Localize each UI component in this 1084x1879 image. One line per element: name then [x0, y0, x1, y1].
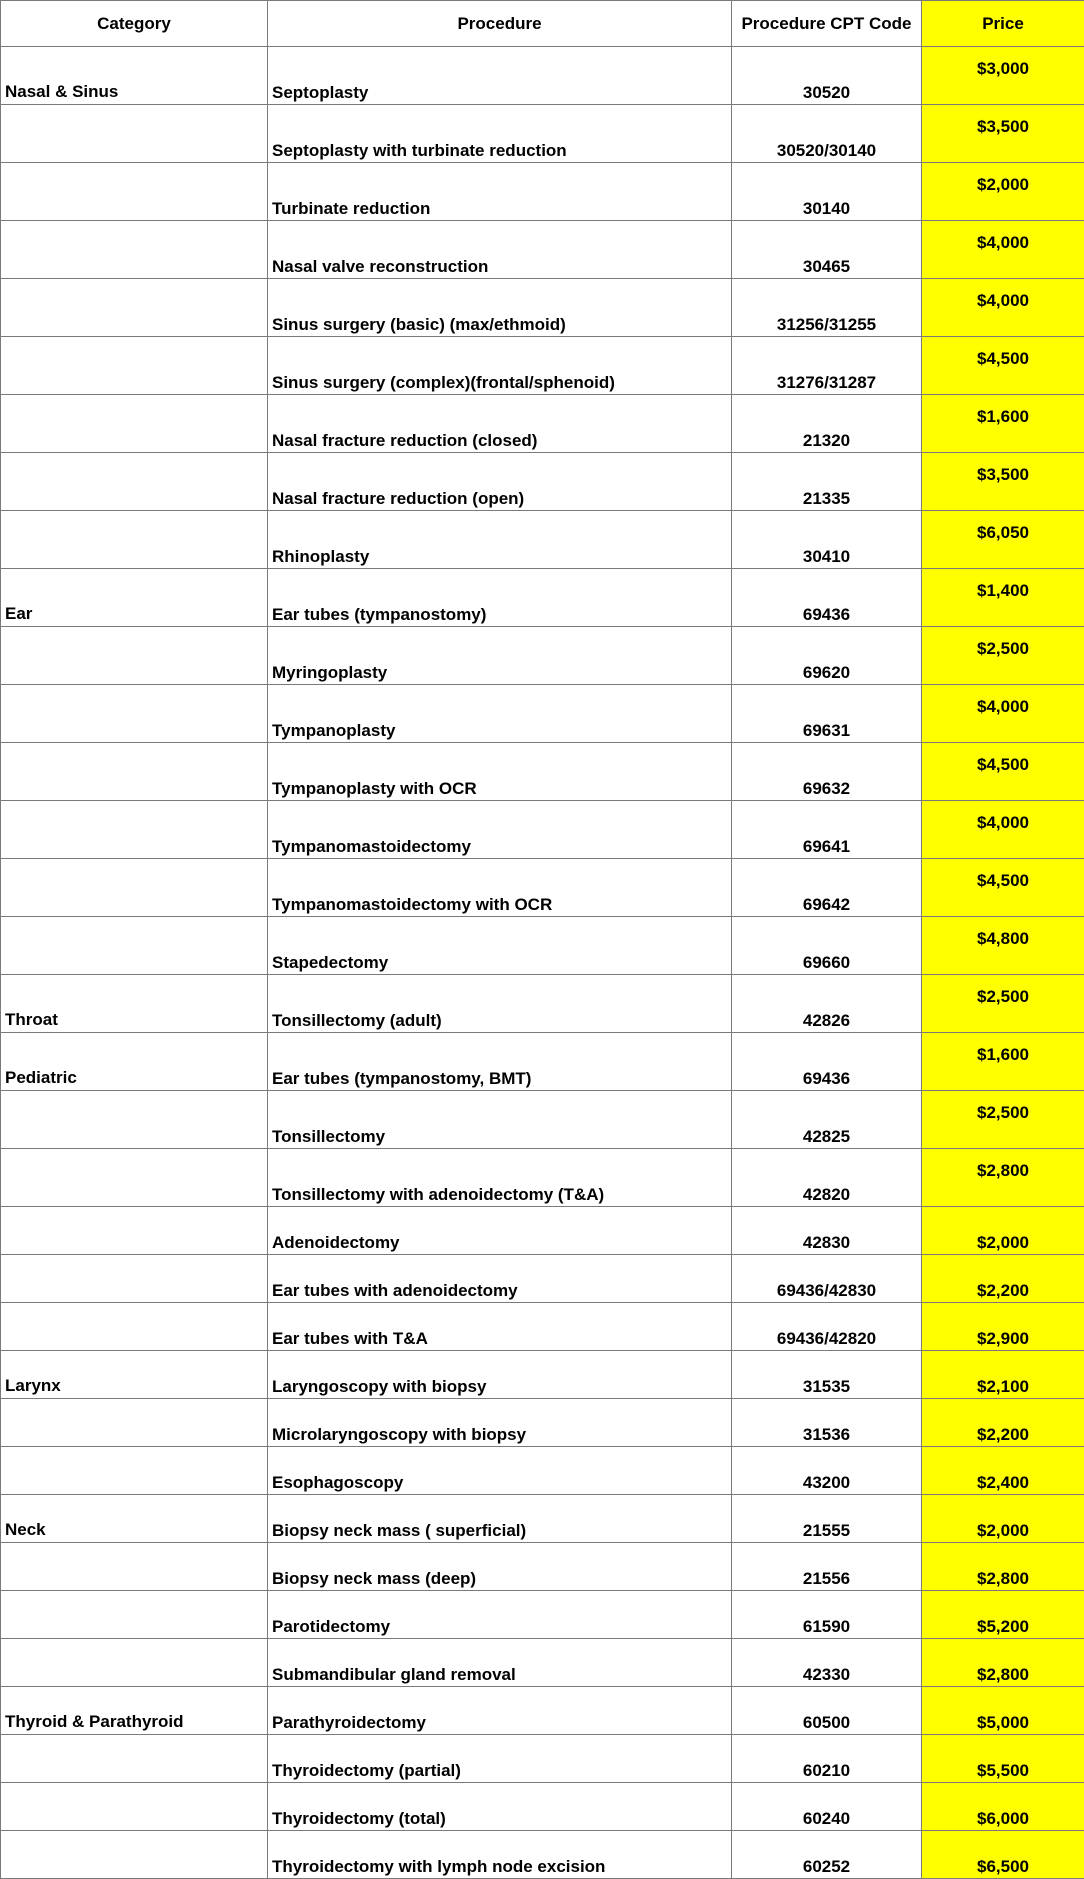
procedure-cell: Stapedectomy [268, 917, 732, 975]
cpt-code-cell: 69436/42830 [732, 1255, 922, 1303]
procedure-cell: Tonsillectomy [268, 1091, 732, 1149]
category-cell: Throat [1, 975, 268, 1033]
price-cell: $2,000 [922, 1495, 1084, 1543]
price-cell: $4,000 [922, 801, 1084, 859]
procedure-cell: Tympanomastoidectomy with OCR [268, 859, 732, 917]
table-row [1, 801, 1084, 859]
procedure-cell: Rhinoplasty [268, 511, 732, 569]
procedure-cell: Adenoidectomy [268, 1207, 732, 1255]
table-row [1, 1639, 1084, 1687]
procedure-cell: Ear tubes (tympanostomy, BMT) [268, 1033, 732, 1091]
category-cell [1, 859, 268, 917]
procedure-cell: Septoplasty [268, 47, 732, 105]
category-cell: Neck [1, 1495, 268, 1543]
price-cell: $4,500 [922, 743, 1084, 801]
table-row [1, 221, 1084, 279]
procedure-cell: Myringoplasty [268, 627, 732, 685]
cpt-code-cell: 30410 [732, 511, 922, 569]
price-cell: $2,200 [922, 1255, 1084, 1303]
procedure-cell: Nasal valve reconstruction [268, 221, 732, 279]
table-row [1, 685, 1084, 743]
category-cell [1, 1149, 268, 1207]
category-cell [1, 1303, 268, 1351]
table-row [1, 1255, 1084, 1303]
procedure-cell: Tympanomastoidectomy [268, 801, 732, 859]
table-row [1, 453, 1084, 511]
price-cell: $4,500 [922, 859, 1084, 917]
price-cell: $2,000 [922, 1207, 1084, 1255]
category-cell [1, 917, 268, 975]
procedure-cell: Nasal fracture reduction (open) [268, 453, 732, 511]
cpt-code-cell: 42820 [732, 1149, 922, 1207]
table-row [1, 627, 1084, 685]
column-header-cpt-code: Procedure CPT Code [732, 1, 922, 47]
table-row [1, 1399, 1084, 1447]
cpt-code-cell: 60240 [732, 1783, 922, 1831]
procedure-cell: Thyroidectomy (total) [268, 1783, 732, 1831]
category-cell [1, 511, 268, 569]
category-cell: Thyroid & Parathyroid [1, 1687, 268, 1735]
category-cell [1, 1591, 268, 1639]
procedure-cell: Ear tubes with T&A [268, 1303, 732, 1351]
category-cell: Larynx [1, 1351, 268, 1399]
cpt-code-cell: 21335 [732, 453, 922, 511]
table-row [1, 1091, 1084, 1149]
header-row [1, 1, 1084, 47]
cpt-code-cell: 21556 [732, 1543, 922, 1591]
category-cell [1, 1543, 268, 1591]
cpt-code-cell: 30465 [732, 221, 922, 279]
category-cell [1, 1091, 268, 1149]
cpt-code-cell: 69642 [732, 859, 922, 917]
column-header-price: Price [922, 1, 1084, 47]
price-cell: $2,500 [922, 1091, 1084, 1149]
table-row [1, 1495, 1084, 1543]
table-row [1, 975, 1084, 1033]
price-cell: $4,800 [922, 917, 1084, 975]
table-row [1, 511, 1084, 569]
procedure-cell: Nasal fracture reduction (closed) [268, 395, 732, 453]
cpt-code-cell: 69436/42820 [732, 1303, 922, 1351]
cpt-code-cell: 60210 [732, 1735, 922, 1783]
cpt-code-cell: 21320 [732, 395, 922, 453]
price-cell: $2,100 [922, 1351, 1084, 1399]
table-row [1, 1447, 1084, 1495]
table-row [1, 569, 1084, 627]
price-cell: $2,900 [922, 1303, 1084, 1351]
price-cell: $5,500 [922, 1735, 1084, 1783]
table-row [1, 279, 1084, 337]
cpt-code-cell: 69436 [732, 569, 922, 627]
procedure-cell: Biopsy neck mass ( superficial) [268, 1495, 732, 1543]
price-cell: $6,500 [922, 1831, 1084, 1879]
table-row [1, 105, 1084, 163]
price-cell: $2,500 [922, 627, 1084, 685]
price-cell: $2,800 [922, 1149, 1084, 1207]
category-cell [1, 801, 268, 859]
cpt-code-cell: 61590 [732, 1591, 922, 1639]
category-cell [1, 1447, 268, 1495]
table-row [1, 337, 1084, 395]
cpt-code-cell: 69436 [732, 1033, 922, 1091]
table-row [1, 1033, 1084, 1091]
procedure-cell: Tympanoplasty [268, 685, 732, 743]
table-row [1, 1351, 1084, 1399]
table-row [1, 395, 1084, 453]
table-row [1, 1149, 1084, 1207]
cpt-code-cell: 31536 [732, 1399, 922, 1447]
cpt-code-cell: 42825 [732, 1091, 922, 1149]
cpt-code-cell: 69632 [732, 743, 922, 801]
price-cell: $2,000 [922, 163, 1084, 221]
category-cell [1, 1207, 268, 1255]
column-header-category: Category [1, 1, 268, 47]
cpt-code-cell: 30520 [732, 47, 922, 105]
category-cell: Pediatric [1, 1033, 268, 1091]
category-cell: Ear [1, 569, 268, 627]
price-cell: $2,800 [922, 1639, 1084, 1687]
table-row [1, 859, 1084, 917]
price-cell: $4,000 [922, 279, 1084, 337]
category-cell [1, 163, 268, 221]
procedure-cell: Parathyroidectomy [268, 1687, 732, 1735]
category-cell [1, 1399, 268, 1447]
procedure-cell: Tympanoplasty with OCR [268, 743, 732, 801]
cpt-code-cell: 21555 [732, 1495, 922, 1543]
procedure-cell: Tonsillectomy with adenoidectomy (T&A) [268, 1149, 732, 1207]
price-cell: $3,500 [922, 105, 1084, 163]
cpt-code-cell: 69620 [732, 627, 922, 685]
table-row [1, 1591, 1084, 1639]
procedure-cell: Ear tubes with adenoidectomy [268, 1255, 732, 1303]
procedure-cell: Laryngoscopy with biopsy [268, 1351, 732, 1399]
price-cell: $3,500 [922, 453, 1084, 511]
cpt-code-cell: 30520/30140 [732, 105, 922, 163]
price-cell: $6,000 [922, 1783, 1084, 1831]
procedure-cell: Tonsillectomy (adult) [268, 975, 732, 1033]
category-cell [1, 395, 268, 453]
category-cell [1, 743, 268, 801]
price-cell: $4,000 [922, 221, 1084, 279]
procedure-cell: Sinus surgery (basic) (max/ethmoid) [268, 279, 732, 337]
procedure-cell: Thyroidectomy (partial) [268, 1735, 732, 1783]
cpt-code-cell: 30140 [732, 163, 922, 221]
table-row [1, 1687, 1084, 1735]
price-cell: $5,000 [922, 1687, 1084, 1735]
cpt-code-cell: 42826 [732, 975, 922, 1033]
category-cell [1, 453, 268, 511]
price-cell: $1,600 [922, 1033, 1084, 1091]
price-cell: $2,500 [922, 975, 1084, 1033]
price-cell: $6,050 [922, 511, 1084, 569]
table-row [1, 1735, 1084, 1783]
category-cell [1, 1255, 268, 1303]
category-cell: Nasal & Sinus [1, 47, 268, 105]
table-row [1, 1207, 1084, 1255]
price-cell: $2,400 [922, 1447, 1084, 1495]
cpt-code-cell: 42830 [732, 1207, 922, 1255]
table-row [1, 1303, 1084, 1351]
cpt-code-cell: 31256/31255 [732, 279, 922, 337]
procedure-cell: Microlaryngoscopy with biopsy [268, 1399, 732, 1447]
procedure-cell: Septoplasty with turbinate reduction [268, 105, 732, 163]
table-row [1, 1831, 1084, 1879]
table-row [1, 1543, 1084, 1591]
cpt-code-cell: 69660 [732, 917, 922, 975]
cpt-code-cell: 31535 [732, 1351, 922, 1399]
cpt-code-cell: 69641 [732, 801, 922, 859]
procedure-cell: Turbinate reduction [268, 163, 732, 221]
cpt-code-cell: 31276/31287 [732, 337, 922, 395]
cpt-code-cell: 42330 [732, 1639, 922, 1687]
table-row [1, 47, 1084, 105]
procedure-cell: Thyroidectomy with lymph node excision [268, 1831, 732, 1879]
category-cell [1, 1831, 268, 1879]
table-row [1, 917, 1084, 975]
category-cell [1, 685, 268, 743]
price-cell: $4,500 [922, 337, 1084, 395]
price-cell: $3,000 [922, 47, 1084, 105]
table-row [1, 743, 1084, 801]
price-cell: $5,200 [922, 1591, 1084, 1639]
table-row [1, 163, 1084, 221]
price-cell: $1,400 [922, 569, 1084, 627]
price-cell: $2,200 [922, 1399, 1084, 1447]
category-cell [1, 221, 268, 279]
price-cell: $1,600 [922, 395, 1084, 453]
table-row [1, 1783, 1084, 1831]
procedure-cell: Biopsy neck mass (deep) [268, 1543, 732, 1591]
cpt-code-cell: 60252 [732, 1831, 922, 1879]
cpt-code-cell: 69631 [732, 685, 922, 743]
procedure-cell: Sinus surgery (complex)(frontal/sphenoid) [268, 337, 732, 395]
procedure-cell: Ear tubes (tympanostomy) [268, 569, 732, 627]
cpt-code-cell: 60500 [732, 1687, 922, 1735]
category-cell [1, 1639, 268, 1687]
category-cell [1, 337, 268, 395]
category-cell [1, 1783, 268, 1831]
category-cell [1, 105, 268, 163]
category-cell [1, 627, 268, 685]
price-cell: $4,000 [922, 685, 1084, 743]
procedure-cell: Parotidectomy [268, 1591, 732, 1639]
category-cell [1, 1735, 268, 1783]
category-cell [1, 279, 268, 337]
procedure-cell: Submandibular gland removal [268, 1639, 732, 1687]
column-header-procedure: Procedure [268, 1, 732, 47]
cpt-code-cell: 43200 [732, 1447, 922, 1495]
procedure-cell: Esophagoscopy [268, 1447, 732, 1495]
price-cell: $2,800 [922, 1543, 1084, 1591]
